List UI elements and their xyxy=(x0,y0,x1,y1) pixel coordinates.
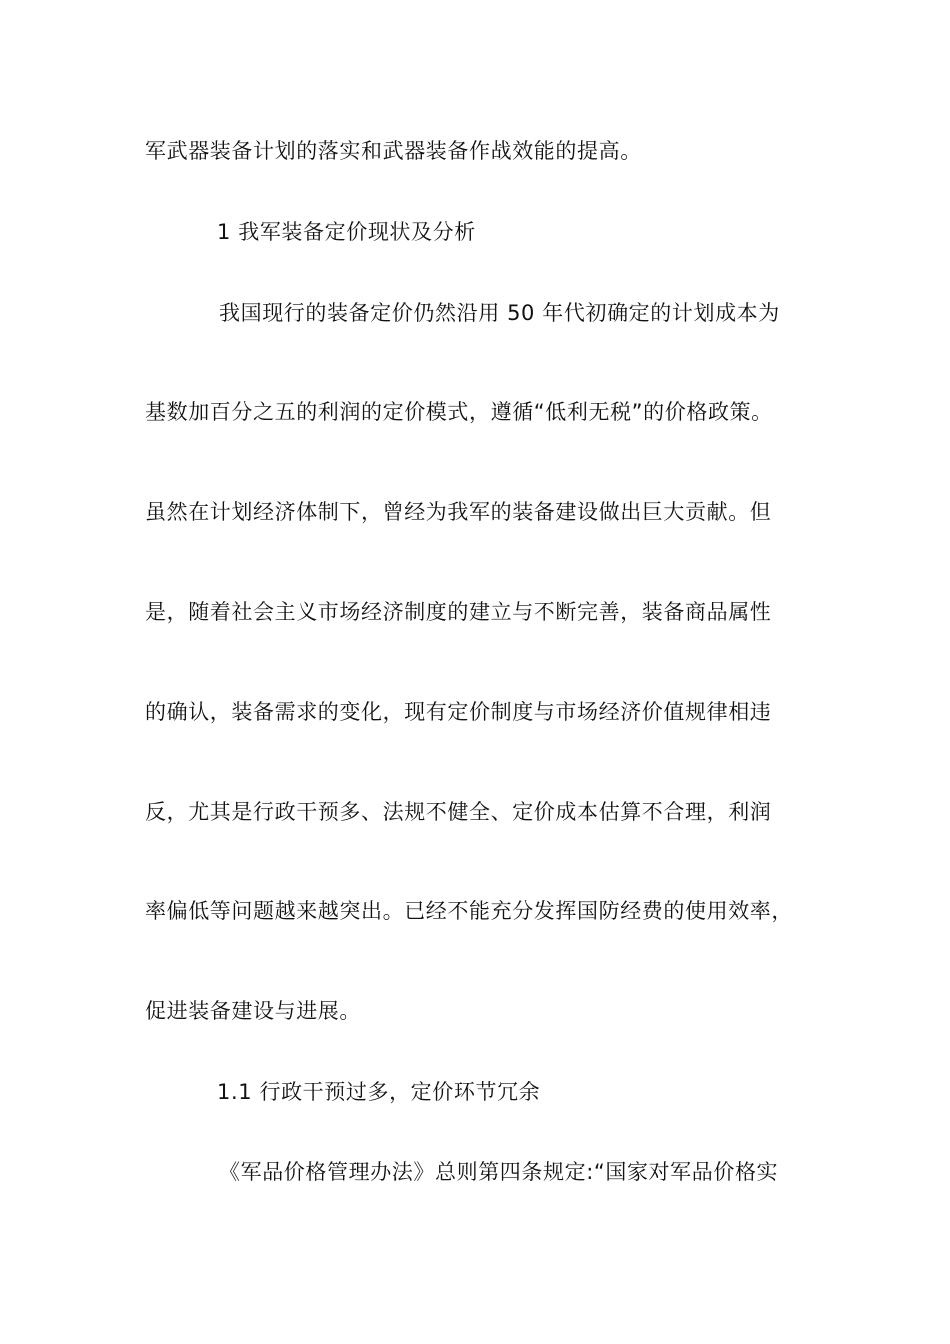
subsection-heading: 1.1 行政干预过多，定价环节冗余 xyxy=(217,1080,541,1104)
paragraph-line: 虽然在计划经济体制下，曾经为我军的装备建设做出巨大贡献。但 xyxy=(145,500,772,524)
section-heading: 1 我军装备定价现状及分析 xyxy=(217,220,476,244)
paragraph-line: 《军品价格管理办法》总则第四条规定:“国家对军品价格实 xyxy=(219,1160,779,1184)
paragraph-line: 促进装备建设与进展。 xyxy=(145,999,361,1023)
paragraph-line: 我国现行的装备定价仍然沿用 50 年代初确定的计划成本为 xyxy=(219,301,780,325)
paragraph-line: 反，尤其是行政干预多、法规不健全、定价成本估算不合理，利润 xyxy=(145,800,772,824)
paragraph-line: 率偏低等问题越来越突出。已经不能充分发挥国防经费的使用效率， xyxy=(145,899,793,923)
paragraph-line: 的确认，装备需求的变化，现有定价制度与市场经济价值规律相违 xyxy=(145,700,772,724)
paragraph-line: 基数加百分之五的利润的定价模式，遵循“低利无税”的价格政策。 xyxy=(145,400,773,424)
paragraph-line: 军武器装备计划的落实和武器装备作战效能的提高。 xyxy=(145,139,642,163)
paragraph-line: 是，随着社会主义市场经济制度的建立与不断完善，装备商品属性 xyxy=(145,600,772,624)
